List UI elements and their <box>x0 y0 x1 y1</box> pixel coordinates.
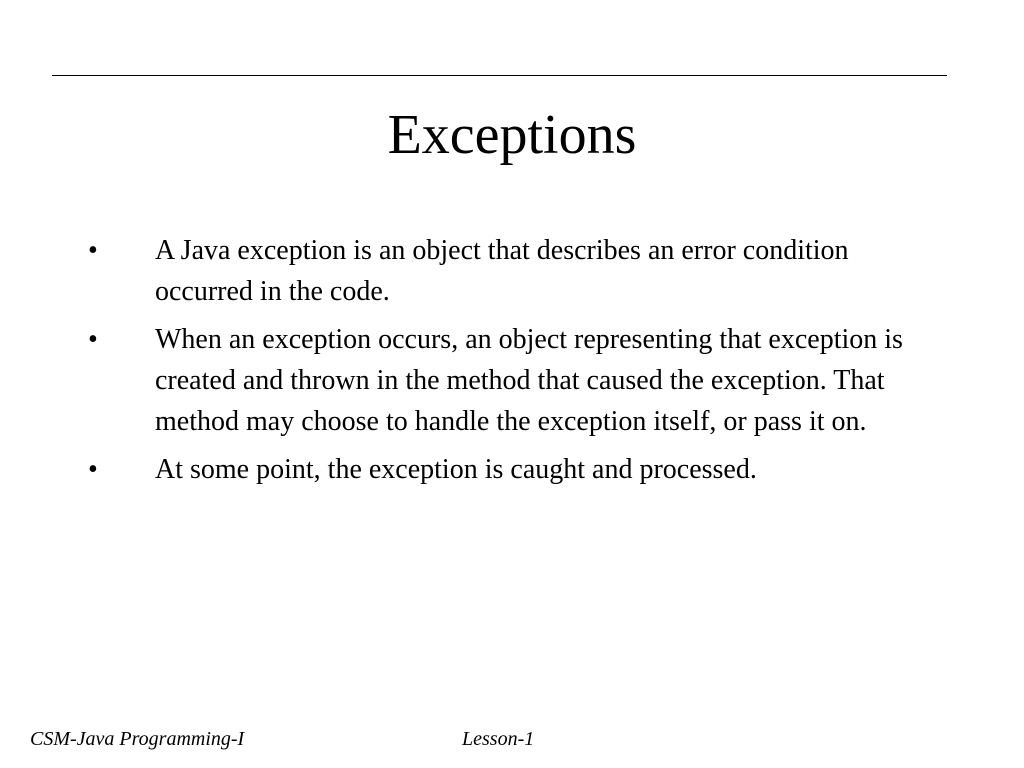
top-divider <box>52 75 947 76</box>
bullet-item <box>0 230 945 312</box>
bullet-list <box>0 230 1024 497</box>
bullet-item <box>0 319 945 442</box>
footer-lesson: Lesson-1 <box>462 728 535 750</box>
bullet-dot-icon: • <box>88 235 98 266</box>
bullet-text: When an exception occurs, an object representing that exception is created and thrown in the method that caused the exception. That method may choose to handle the exception itself, or pass it on. <box>155 324 903 437</box>
slide-title: Exceptions <box>387 104 637 166</box>
bullet-text: At some point, the exception is caught and processed. <box>155 454 757 485</box>
bullet-dot-icon: • <box>88 454 98 485</box>
bullet-text: A Java exception is an object that describes an error condition occurred in the code. <box>155 235 849 307</box>
bullet-dot-icon: • <box>88 324 98 355</box>
bullet-item <box>0 449 945 490</box>
footer-course: CSM-Java Programming-I <box>30 728 245 750</box>
